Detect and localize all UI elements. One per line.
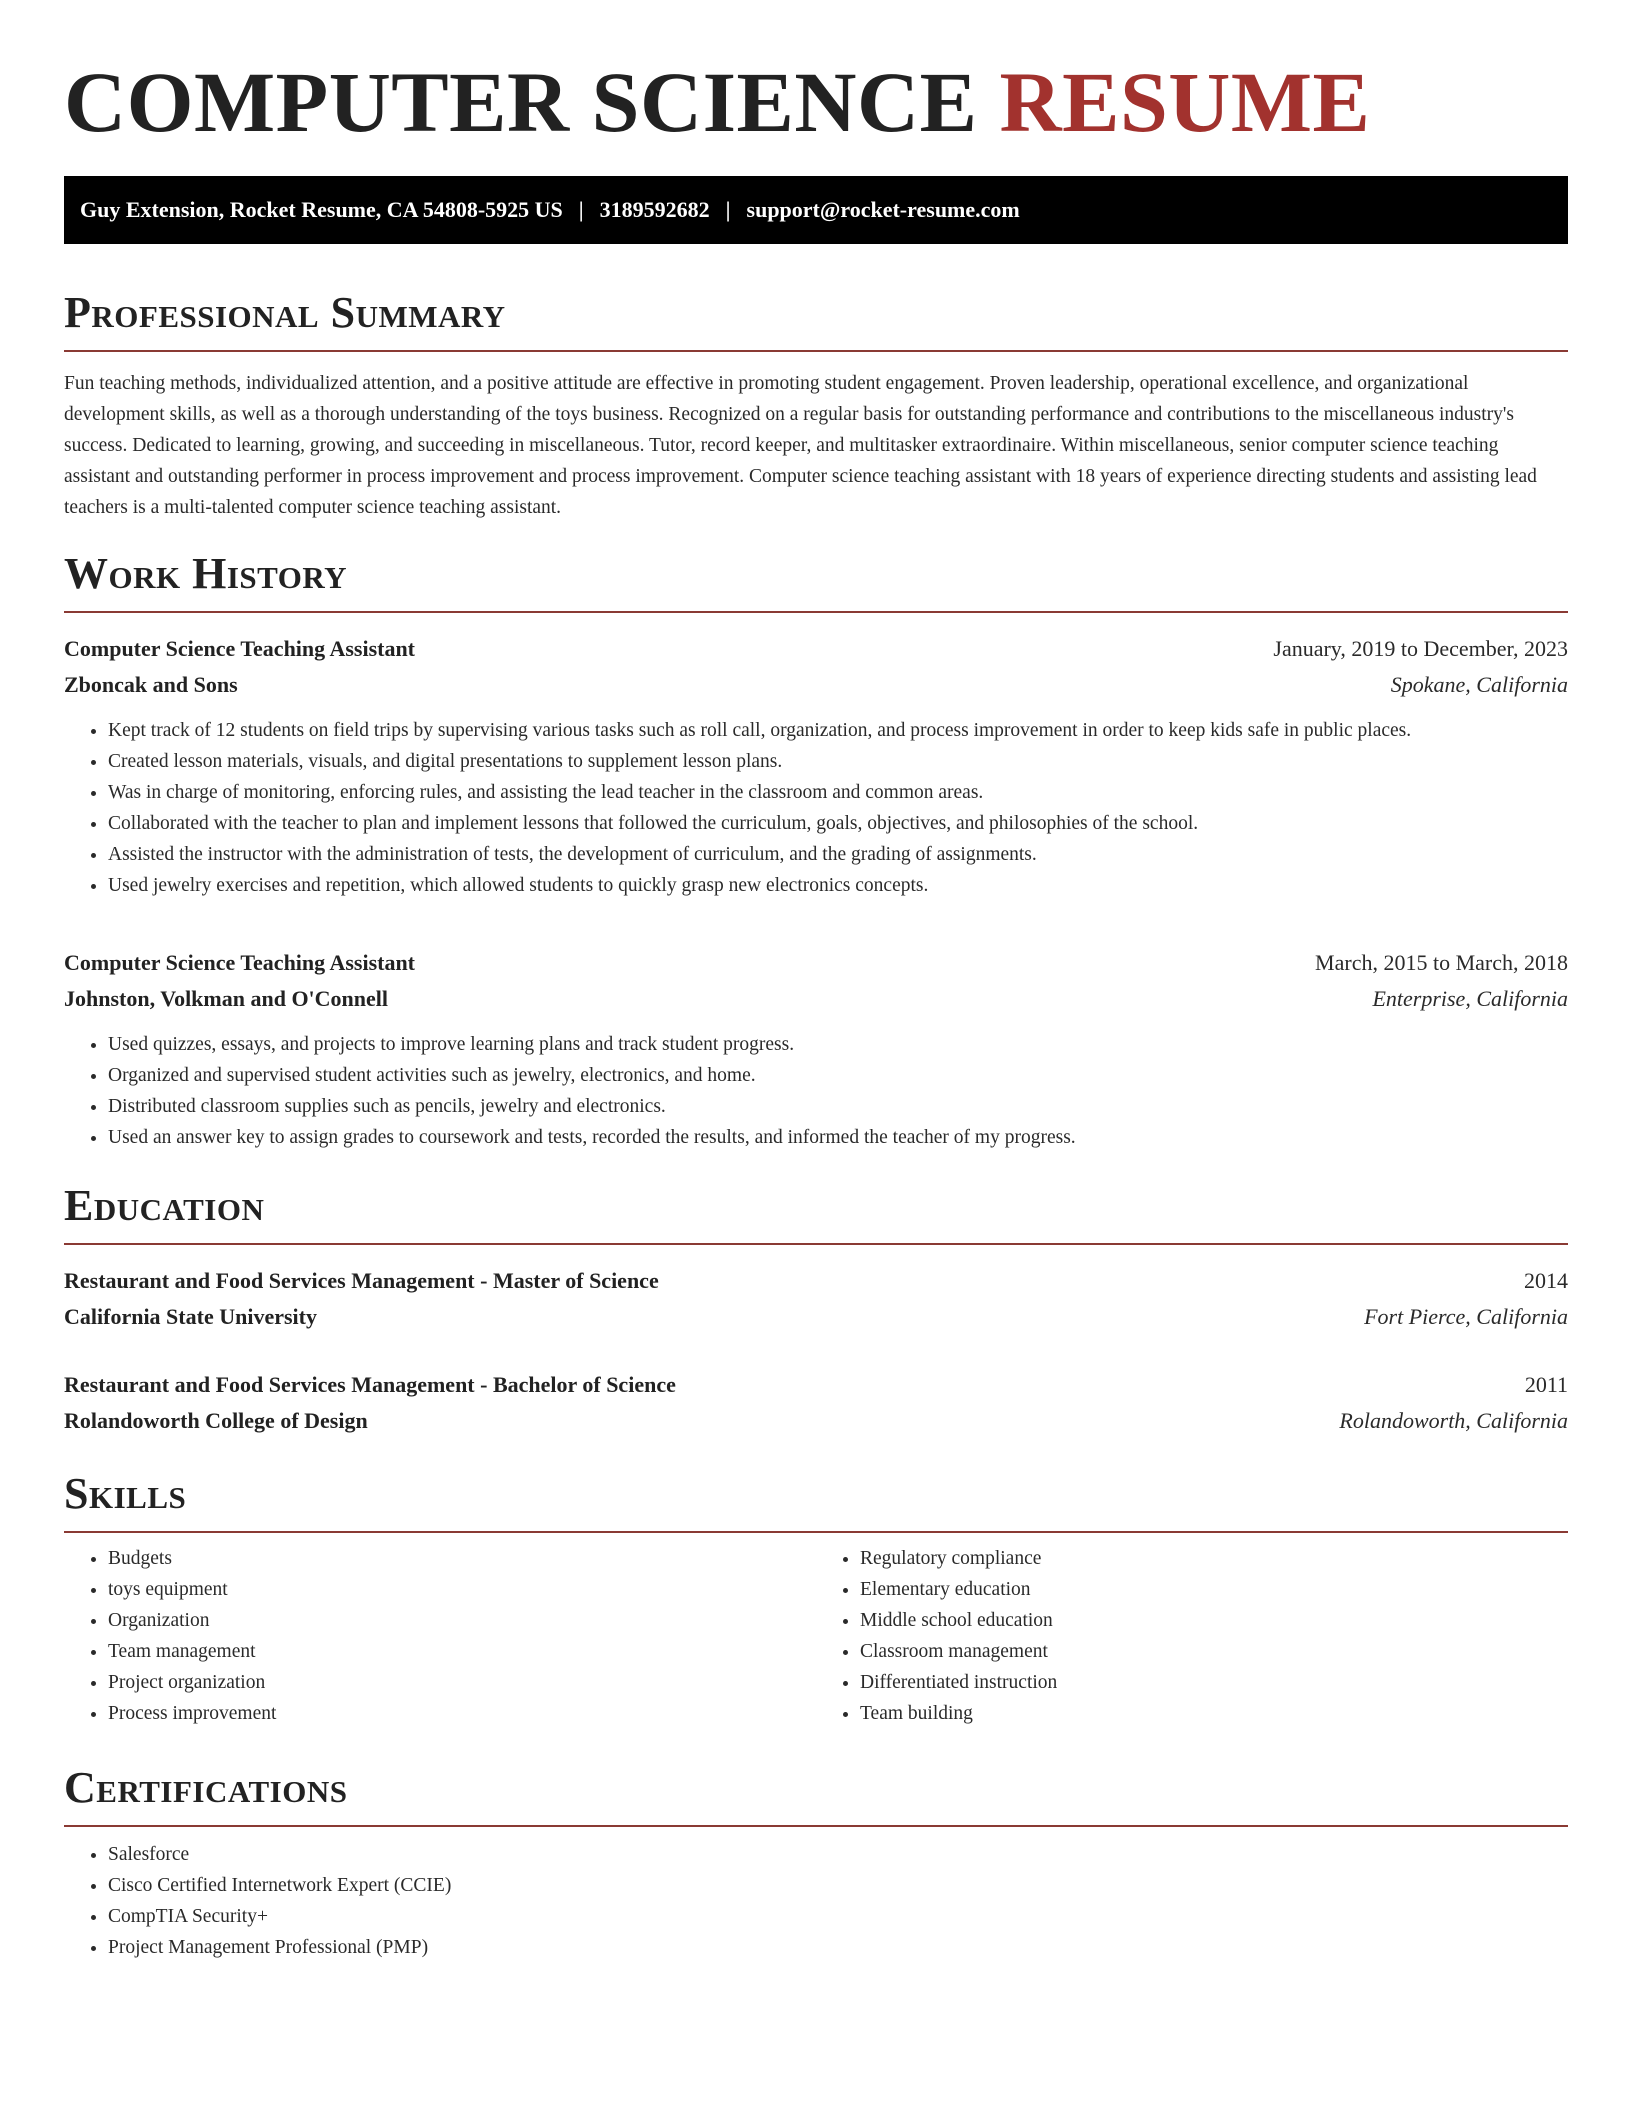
skills-list-left [64, 1543, 816, 1729]
job-bullet: • Kept track of 12 students on field trips by supervising various tasks such as roll call, organization, and process improvement in order to keep kids safe in public places. [108, 715, 1568, 746]
job-company: Johnston, Volkman and O'Connell [64, 986, 389, 1011]
skill-item: • Project organization [108, 1667, 816, 1698]
job-location: Spokane, California [1390, 672, 1568, 697]
title-accent: RESUME [999, 54, 1371, 150]
school-location: Fort Pierce, California [1364, 1304, 1568, 1329]
skills-section [64, 1469, 1568, 1729]
job-bullet: • Was in charge of monitoring, enforcing rules, and assisting the lead teacher in the classroom and common areas. [108, 777, 1568, 808]
education-heading: Education [64, 1181, 1568, 1245]
contact-email: support@rocket-resume.com [746, 197, 1020, 222]
summary-section [64, 288, 1568, 523]
certifications-list [64, 1839, 1568, 1963]
skill-item: • Team management [108, 1636, 816, 1667]
job-location: Enterprise, California [1372, 986, 1568, 1011]
skill-item: • Classroom management [860, 1636, 1568, 1667]
job-bullet: • Used jewelry exercises and repetition, which allowed students to quickly grasp new electronics concepts. [108, 870, 1568, 901]
job-bullet: • Distributed classroom supplies such as pencils, jewelry and electronics. [108, 1091, 1568, 1122]
skill-item: • Process improvement [108, 1698, 816, 1729]
skills-list-right [816, 1543, 1568, 1729]
certification-item: • Project Management Professional (PMP) [108, 1932, 1568, 1963]
work-history-section [64, 549, 1568, 1153]
job-bullet: • Assisted the instructor with the administration of tests, the development of curriculum, and the grading of assignments. [108, 839, 1568, 870]
title-main: COMPUTER SCIENCE [64, 54, 978, 150]
degree: Restaurant and Food Services Management - Bachelor of Science [64, 1372, 676, 1397]
job-title-row [64, 945, 1568, 981]
education-section [64, 1181, 1568, 1439]
summary-text: Fun teaching methods, individualized attention, and a positive attitude are effective in promoting student engagement. Proven leadership, operational excellence, and organizational development skills, as well as a thorough understanding of the toys business. Recognized on a regular basis for outstanding performance and contributions to the miscellaneous industry's success. Dedicated to learning, growing, and succeeding in miscellaneous. Tutor, record keeper, and multitasker extraordinaire. Within miscellaneous, senior computer science teaching assistant and outstanding performer in process improvement and process improvement. Computer science teaching assistant with 18 years of experience directing students and assisting lead teachers is a multi-talented computer science teaching assistant. [64, 373, 1537, 518]
job-dates: January, 2019 to December, 2023 [1273, 636, 1568, 661]
job-company-row [64, 667, 1568, 703]
graduation-year: 2014 [1524, 1268, 1568, 1293]
contact-separator: | [578, 197, 584, 222]
degree-row [64, 1263, 1568, 1299]
skill-item: • Regulatory compliance [860, 1543, 1568, 1574]
job-bullet: • Created lesson materials, visuals, and digital presentations to supplement lesson plans. [108, 746, 1568, 777]
job-entry [64, 631, 1568, 901]
school-location: Rolandoworth, California [1339, 1408, 1568, 1433]
resume-page [64, 0, 1568, 1963]
skill-item: • Organization [108, 1605, 816, 1636]
job-entry [64, 945, 1568, 1153]
skill-item: • Budgets [108, 1543, 816, 1574]
skills-grid [64, 1543, 1568, 1729]
skill-item: • Team building [860, 1698, 1568, 1729]
graduation-year: 2011 [1524, 1372, 1568, 1397]
job-dates: March, 2015 to March, 2018 [1315, 950, 1568, 975]
skill-item: • Middle school education [860, 1605, 1568, 1636]
contact-separator: | [725, 197, 731, 222]
education-entry [64, 1263, 1568, 1335]
school: Rolandoworth College of Design [64, 1408, 368, 1433]
certification-item: • Cisco Certified Internetwork Expert (CCIE) [108, 1870, 1568, 1901]
job-bullets [64, 715, 1568, 901]
school: California State University [64, 1304, 317, 1329]
certification-item: • Salesforce [108, 1839, 1568, 1870]
resume-title [64, 0, 1568, 152]
skills-heading: Skills [64, 1469, 1568, 1533]
education-entry [64, 1367, 1568, 1439]
summary-heading: Professional Summary [64, 288, 1568, 352]
school-row [64, 1403, 1568, 1439]
job-title: Computer Science Teaching Assistant [64, 636, 416, 661]
degree: Restaurant and Food Services Management - Master of Science [64, 1268, 659, 1293]
job-company-row [64, 981, 1568, 1017]
skill-item: • Elementary education [860, 1574, 1568, 1605]
job-bullet: • Used an answer key to assign grades to coursework and tests, recorded the results, and informed the teacher of my progress. [108, 1122, 1568, 1153]
job-bullet: • Organized and supervised student activities such as jewelry, electronics, and home. [108, 1060, 1568, 1091]
job-company: Zboncak and Sons [64, 672, 238, 697]
job-bullets [64, 1029, 1568, 1153]
contact-bar [64, 176, 1568, 244]
job-bullet: • Used quizzes, essays, and projects to improve learning plans and track student progress. [108, 1029, 1568, 1060]
job-title-row [64, 631, 1568, 667]
certifications-heading: Certifications [64, 1763, 1568, 1827]
certifications-section [64, 1763, 1568, 1963]
degree-row [64, 1367, 1568, 1403]
certification-item: • CompTIA Security+ [108, 1901, 1568, 1932]
work-history-heading: Work History [64, 549, 1568, 613]
contact-address: Guy Extension, Rocket Resume, CA 54808-5925 US [80, 197, 563, 222]
job-title: Computer Science Teaching Assistant [64, 950, 416, 975]
job-bullet: • Collaborated with the teacher to plan and implement lessons that followed the curriculum, goals, objectives, and philosophies of the school. [108, 808, 1568, 839]
skill-item: • Differentiated instruction [860, 1667, 1568, 1698]
skill-item: • toys equipment [108, 1574, 816, 1605]
contact-phone: 3189592682 [599, 197, 710, 222]
school-row [64, 1299, 1568, 1335]
